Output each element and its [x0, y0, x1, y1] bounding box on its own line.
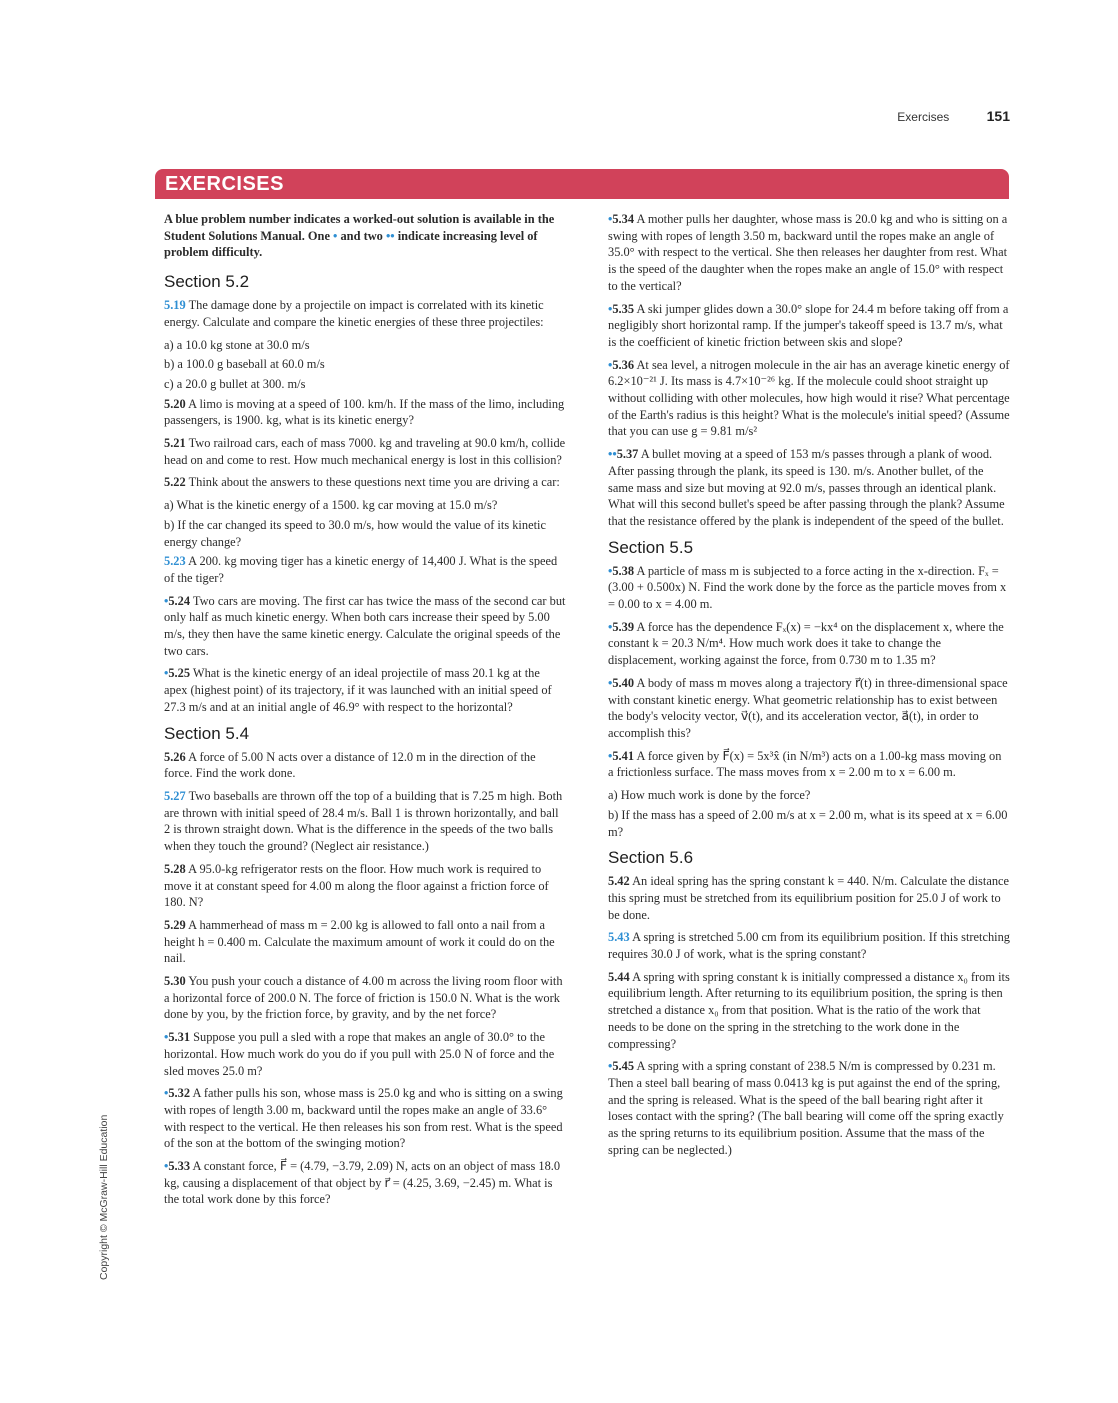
banner-title: EXERCISES [165, 173, 284, 195]
intro-note [164, 211, 566, 261]
problem-text: A 95.0-kg refrigerator rests on the floor. How much work is required to move it at constant speed for 4.00 m along the floor against a friction force of 180. N? [164, 861, 549, 910]
problem [608, 748, 1010, 781]
problem-text: A limo is moving at a speed of 100. km/h. If the mass of the limo, including passengers, is 1900. kg, what is its kinetic energy? [164, 396, 565, 428]
sub-question: b) If the car changed its speed to 30.0 m/s, how would the value of its kinetic energy change? [164, 517, 546, 549]
problem-text: A spring with spring constant k is initially compressed a distance x₀ from its equilibrium length. After returning to its equilibrium position, the spring is then stretched a distance x₀ from that position. What is the ratio of the work that needs to be done on the spring in the stretching to the work done in the compressing? [608, 969, 1010, 1051]
intro-dot-1: • [333, 228, 338, 243]
page-number: 151 [986, 108, 1010, 124]
problem [164, 297, 566, 330]
problem-number: •5.38 [608, 563, 635, 578]
problem-text: A mother pulls her daughter, whose mass is 20.0 kg and who is sitting on a swing with ropes of length 3.50 m, backward until the ropes make an angle of 35.0° with respect to the vertical. She then releases her daughter from rest. What is the speed of the daughter when the ropes make an angle of 15.0° with respect to the vertical? [608, 212, 1008, 293]
problem [608, 1058, 1010, 1158]
problem-text: A spring with a spring constant of 238.5 N/m is compressed by 0.231 m. Then a steel ball bearing of mass 0.0413 kg is put against the end of the spring, and the spring is released. What is the speed of the ball bearing right after it loses contact with the spring? (The ball bearing will come off the spring exactly as the spring returns to its equilibrium position. Assume that the mass of the spring can be neglected.) [608, 1059, 1004, 1157]
left-problem-list [164, 272, 566, 1208]
problem-number: 5.26 [164, 749, 186, 764]
difficulty-dot: • [608, 748, 613, 763]
problem [164, 788, 566, 855]
difficulty-dot: • [608, 675, 613, 690]
sub-question: b) If the mass has a speed of 2.00 m/s at x = 2.00 m, what is its speed at x = 6.00 m? [608, 807, 1008, 839]
problem [608, 929, 1010, 962]
problem-number: ••5.37 [608, 447, 639, 462]
problem [608, 211, 1010, 295]
problem-text: A ski jumper glides down a 30.0° slope for 24.4 m before taking off from a negligibly short horizontal ramp. If the jumper's takeoff speed is 13.7 m/s, what is the coefficient of kinetic friction between skis and slope? [608, 301, 1009, 349]
right-column [608, 211, 1010, 1164]
running-header [897, 108, 1010, 124]
problem-number: •5.32 [164, 1086, 191, 1101]
problem-text: Two cars are moving. The first car has twice the mass of the second car but only half as much kinetic energy. When both cars increase their speed by 5.00 m/s, they then have the same kinetic energy. Calculate the original speeds of the two cars. [164, 593, 566, 658]
difficulty-dot: • [608, 1059, 613, 1074]
sub-question: a) a 10.0 kg stone at 30.0 m/s [164, 337, 310, 352]
difficulty-dot: • [608, 212, 613, 226]
problem-number: •5.36 [608, 357, 635, 372]
problem-number: •5.34 [608, 212, 635, 226]
problem-number: •5.41 [608, 748, 635, 763]
sub-question: a) What is the kinetic energy of a 1500. kg car moving at 15.0 m/s? [164, 498, 498, 513]
problem-number: 5.43 [608, 930, 630, 945]
problem-text: A force given by F⃗(x) = 5x³x̂ (in N/m³) acts on a 1.00-kg mass moving on a frictionless surface. The mass moves from x = 2.00 m to x = 6.00 m. [608, 748, 1002, 780]
problem-number: •5.31 [164, 1030, 191, 1045]
difficulty-dot: • [164, 1086, 169, 1101]
problem-number: •5.33 [164, 1159, 191, 1174]
running-section-title: Exercises [897, 110, 950, 124]
exercises-banner [155, 169, 1009, 199]
problem [164, 474, 566, 491]
difficulty-dot: • [164, 666, 169, 681]
problem [164, 665, 566, 715]
section-heading: Section 5.4 [164, 723, 250, 743]
problem [608, 675, 1010, 742]
problem [164, 553, 566, 586]
problem-text: You push your couch a distance of 4.00 m across the living room floor with a horizontal force of 200.0 N. The force of friction is 150.0 N. What is the work done by you, by the friction force, by gravity, and by the net force? [164, 974, 563, 1022]
problem-number: 5.28 [164, 861, 186, 876]
problem [164, 396, 566, 429]
problem-number: •5.40 [608, 675, 635, 690]
problem [608, 446, 1010, 530]
problem-text: A force of 5.00 N acts over a distance of 12.0 m in the direction of the force. Find the work done. [164, 749, 536, 781]
problem-text: The damage done by a projectile on impact is correlated with its kinetic energy. Calculate and compare the kinetic energies of these three projectiles: [164, 298, 544, 329]
problem-number: 5.23 [164, 554, 186, 569]
problem-number: 5.42 [608, 874, 630, 889]
problem [164, 861, 566, 911]
problem [164, 435, 566, 468]
problem-number: 5.19 [164, 298, 186, 313]
problem [608, 619, 1010, 669]
copyright-notice: Copyright © McGraw-Hill Education [98, 1114, 110, 1280]
sub-question: c) a 20.0 g bullet at 300. m/s [164, 376, 306, 391]
problem-text: A hammerhead of mass m = 2.00 kg is allowed to fall onto a nail from a height h = 0.400 m. Calculate the maximum amount of work it could do on the nail. [164, 917, 555, 966]
problem-text: Think about the answers to these questions next time you are driving a car: [188, 475, 560, 490]
problem-text: A 200. kg moving tiger has a kinetic energy of 14,400 J. What is the speed of the tiger? [164, 554, 558, 585]
problem-text: A bullet moving at a speed of 153 m/s passes through a plank of wood. After passing through the plank, its speed is 130. m/s. Another bullet, of the same mass and size but moving at 92.0 m/s, passes through an identical plank. What will this second bullet's speed be after passing through the plank? Assume that the resistance offered by the plank is independent of the speed of the bullet. [608, 447, 1005, 528]
problem-number: 5.20 [164, 396, 186, 411]
problem [608, 969, 1010, 1053]
problem-text: An ideal spring has the spring constant k = 440. N/m. Calculate the distance this spring must be stretched from its equilibrium position for 25.0 J of work to be done. [608, 874, 1010, 922]
problem-text: A particle of mass m is subjected to a force acting in the x-direction. Fₓ = (3.00 + 0.500x) N. Find the work done by the force as the particle moves from x = 0.00 to x = 4.00 m. [608, 563, 1007, 612]
intro-dot-2: •• [385, 228, 395, 243]
problem-number: 5.22 [164, 475, 186, 490]
difficulty-dot: •• [608, 447, 617, 462]
problem-number: •5.35 [608, 301, 635, 316]
intro-text-1: A blue problem number indicates a worked-out solution is available in the Student Solutions Manual. One [164, 212, 555, 243]
sub-question: a) How much work is done by the force? [608, 788, 811, 803]
problem [164, 1158, 566, 1208]
difficulty-dot: • [164, 593, 169, 608]
problem-text: A constant force, F⃗ = (4.79, −3.79, 2.09) N, acts on an object of mass 18.0 kg, causing a displacement of that object by r⃗ = (4.25, 3.69, −2.45) m. What is the total work done by this force? [164, 1159, 561, 1207]
problem-text: What is the kinetic energy of an ideal projectile of mass 20.1 kg at the apex (highest point) of its trajectory, if it was launched with an initial speed of 27.3 m/s and at an initial angle of 46.9° with respect to the horizontal? [164, 666, 552, 714]
problem-text: Two baseballs are thrown off the top of a building that is 7.25 m high. Both are thrown with initial speed of 28.4 m/s. Ball 1 is thrown horizontally, and ball 2 is thrown straight down. What is the difference in the speeds of the two balls when they touch the ground? (Neglect air resistance.) [164, 788, 563, 854]
section-heading: Section 5.2 [164, 272, 250, 292]
difficulty-dot: • [164, 1159, 169, 1174]
right-problem-list [608, 211, 1010, 1158]
intro-text-3: indicate increasing level of problem difficulty. [164, 228, 538, 260]
difficulty-dot: • [608, 619, 613, 634]
difficulty-dot: • [608, 563, 613, 578]
problem [608, 357, 1010, 441]
problem-number: •5.39 [608, 619, 635, 634]
problem [164, 1085, 566, 1152]
problem-text: Two railroad cars, each of mass 7000. kg and traveling at 90.0 km/h, collide head on and come to rest. How much mechanical energy is lost in this collision? [164, 436, 566, 467]
problem [164, 973, 566, 1023]
problem-text: A force has the dependence Fₓ(x) = −kx⁴ on the displacement x, where the constant k = 20.3 N/m⁴. How much work does it take to change the displacement, working against the force, from 0.730 m to 1.35 m? [608, 619, 1004, 668]
problem-text: A father pulls his son, whose mass is 25.0 kg and who is sitting on a swing with ropes of length 3.00 m, backward until the ropes make an angle of 33.6° with respect to the vertical. He then releases his son from rest. What is the speed of the son at the bottom of the swinging motion? [164, 1086, 563, 1151]
difficulty-dot: • [608, 357, 613, 372]
difficulty-dot: • [164, 1030, 169, 1045]
problem-number: •5.24 [164, 593, 191, 608]
problem-number: 5.30 [164, 974, 186, 989]
problem [608, 301, 1010, 351]
section-heading: Section 5.5 [608, 537, 694, 557]
sub-question: b) a 100.0 g baseball at 60.0 m/s [164, 357, 325, 372]
problem-number: 5.44 [608, 969, 630, 984]
problem-number: 5.27 [164, 788, 186, 803]
left-column [164, 211, 566, 1214]
problem-text: Suppose you pull a sled with a rope that makes an angle of 30.0° to the horizontal. How much work do you do if you pull with 25.0 N of force and the sled moves 25.0 m? [164, 1030, 555, 1078]
problem [608, 563, 1010, 613]
problem-number: 5.21 [164, 436, 186, 451]
problem [164, 749, 566, 782]
problem-number: •5.45 [608, 1059, 635, 1074]
problem [164, 917, 566, 967]
problem [164, 593, 566, 660]
problem-text: A body of mass m moves along a trajectory r⃗(t) in three-dimensional space with constant kinetic energy. What geometric relationship has to exist between the body's velocity vector, v⃗(t), and its acceleration vector, a⃗(t), in order to accomplish this? [608, 675, 1008, 740]
problem [164, 1029, 566, 1079]
intro-text-2: and two [337, 228, 386, 243]
problem-text: At sea level, a nitrogen molecule in the air has an average kinetic energy of 6.2×10⁻²¹ J. Its mass is 4.7×10⁻²⁶ kg. If the molecule could shoot straight up without colliding with other molecules, how high would it rise? What percentage of the Earth's radius is this height? What is the molecule's initial speed? (Assume that you can use g = 9.81 m/s² [608, 357, 1010, 439]
section-heading: Section 5.6 [608, 848, 694, 868]
problem-number: •5.25 [164, 666, 191, 681]
problem [608, 873, 1010, 923]
problem-text: A spring is stretched 5.00 cm from its equilibrium position. If this stretching requires 30.0 J of work, what is the spring constant? [608, 930, 1010, 962]
difficulty-dot: • [608, 301, 613, 316]
problem-number: 5.29 [164, 917, 186, 932]
